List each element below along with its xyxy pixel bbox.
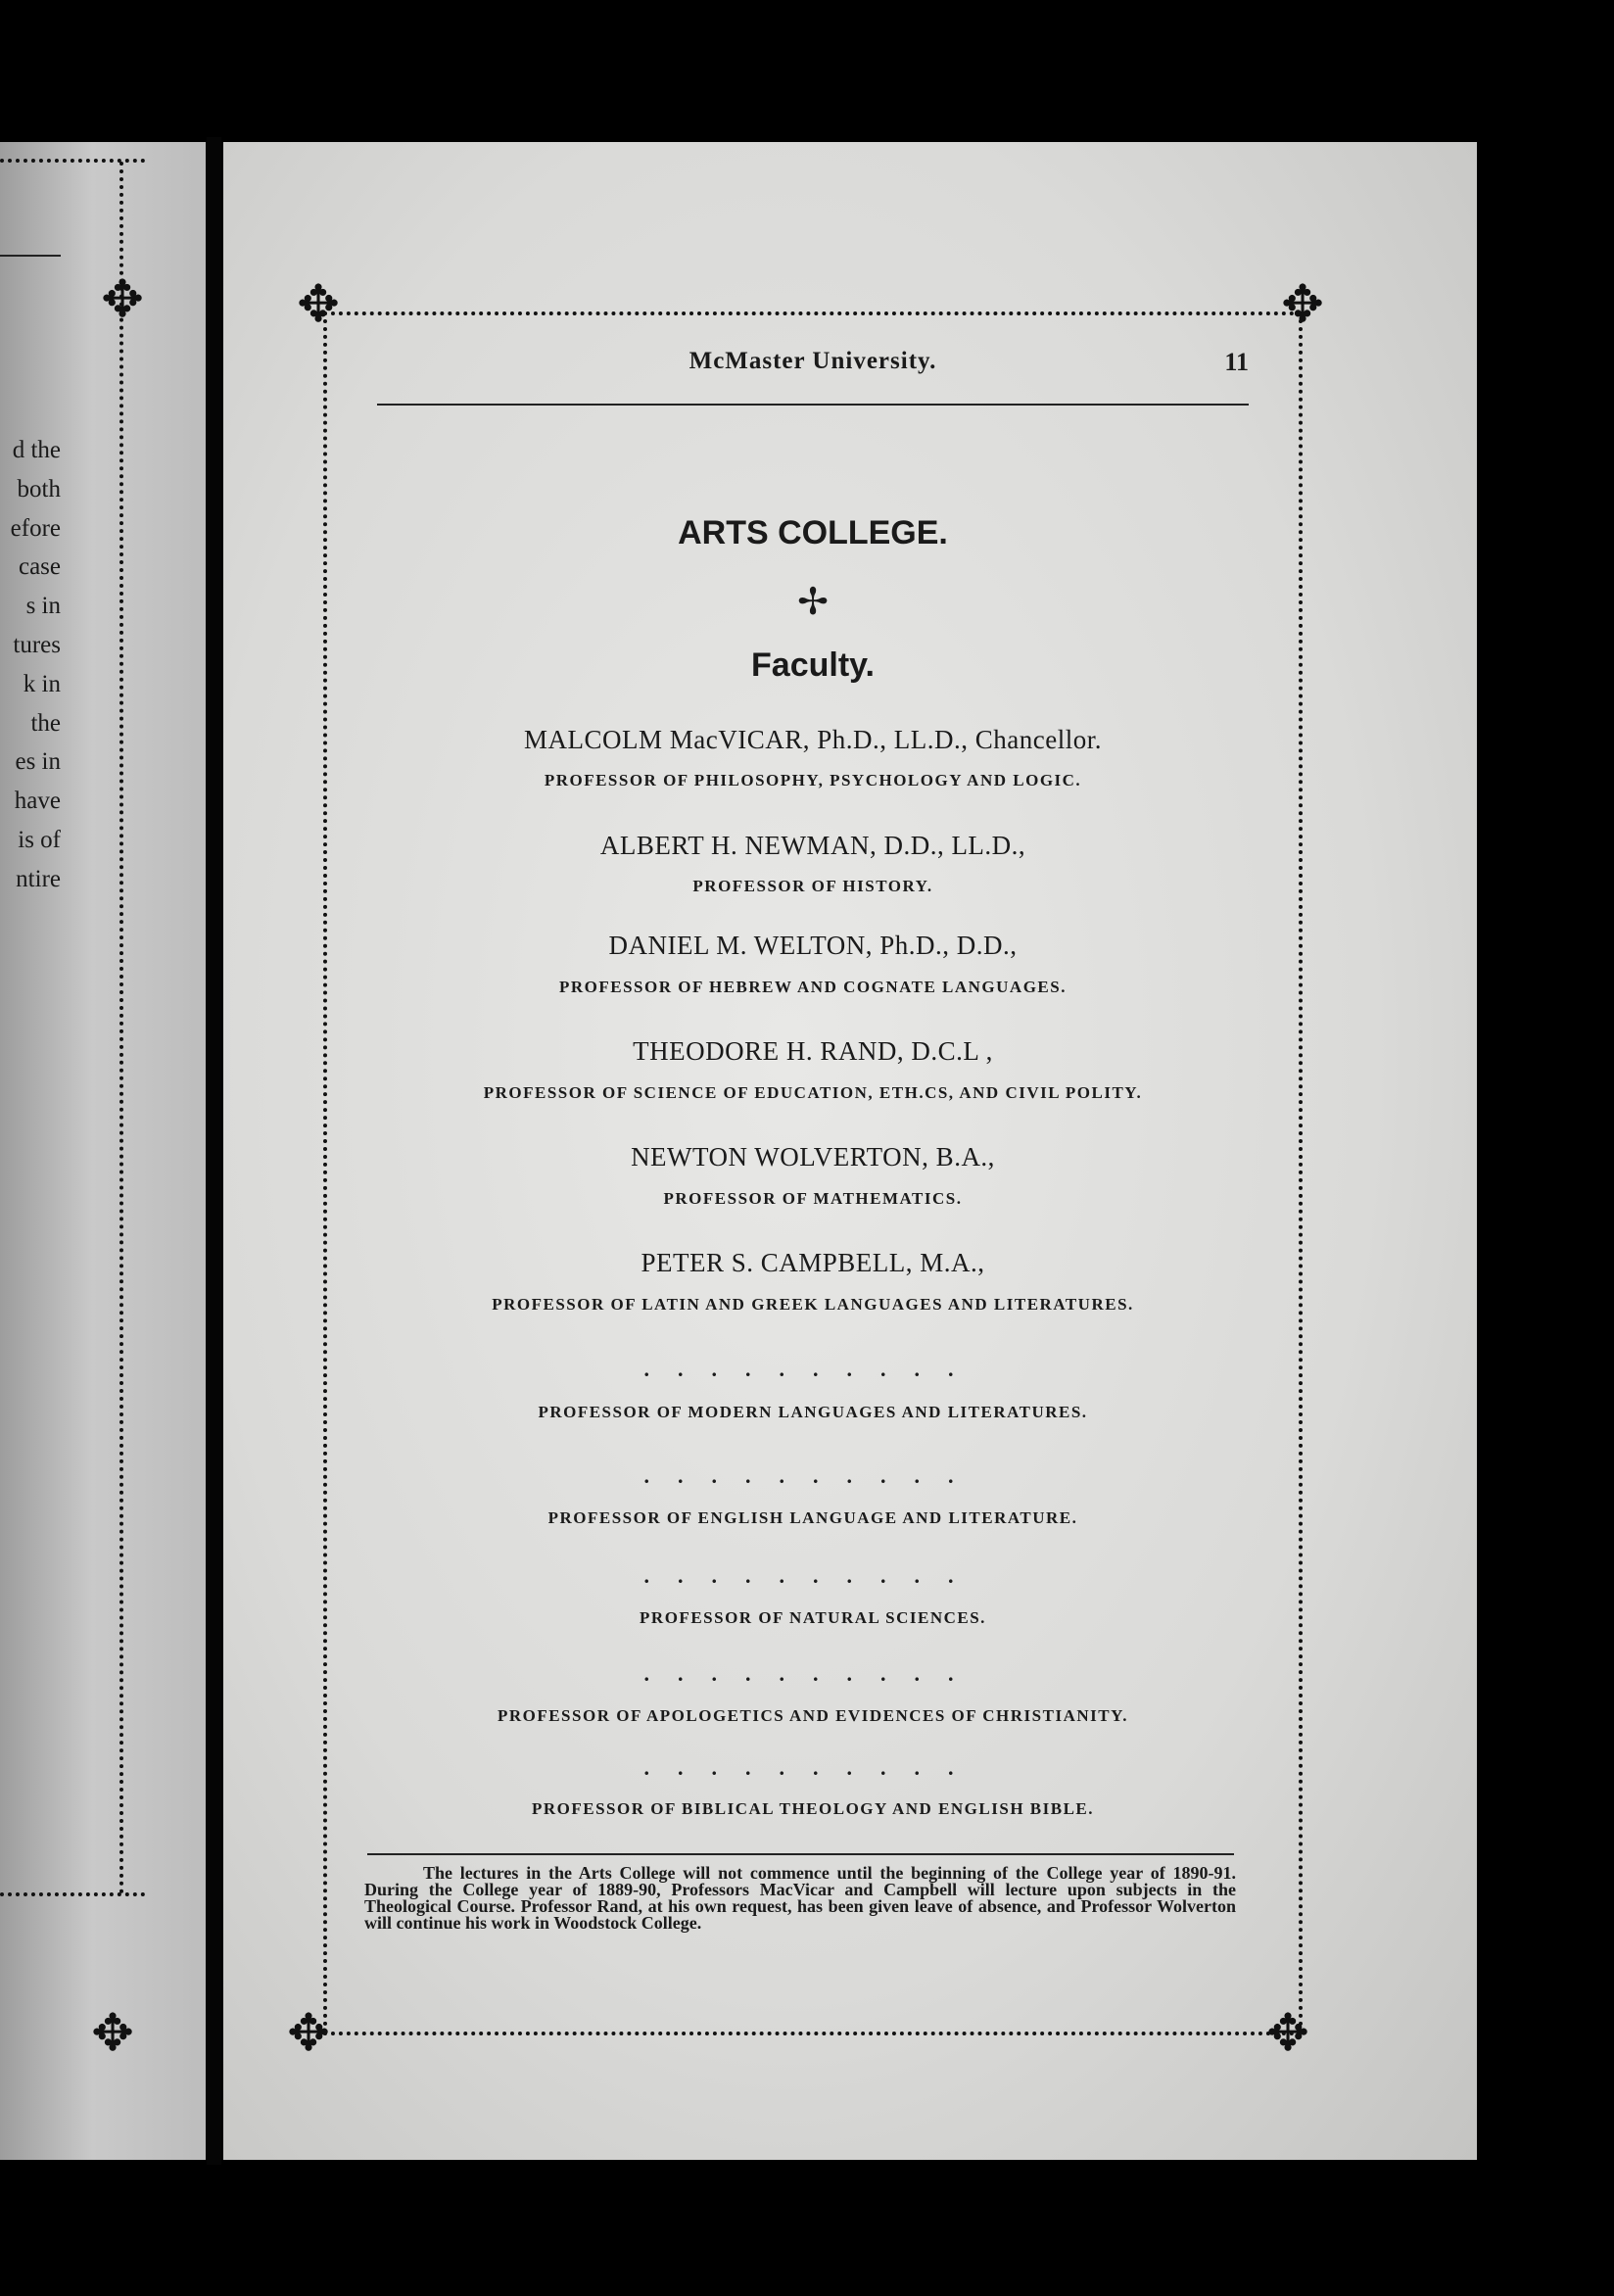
faculty-title: PROFESSOR OF LATIN AND GREEK LANGUAGES AND LITERATURES. <box>492 1295 1134 1314</box>
faculty-title: PROFESSOR OF HEBREW AND COGNATE LANGUAGES. <box>559 978 1067 996</box>
left-page-text-fragments <box>0 431 61 899</box>
faculty-title: PROFESSOR OF SCIENCE OF EDUCATION, ETH.CS, AND CIVIL POLITY. <box>483 1083 1143 1102</box>
vacant-dots: .......... <box>643 1563 982 1588</box>
faculty-name: NEWTON WOLVERTON, B.A., <box>631 1142 995 1172</box>
left-fragment: k in <box>23 670 61 697</box>
running-head <box>377 348 1249 387</box>
left-corner-ornament-icon: ✥ <box>91 2004 134 2063</box>
faculty-name: PETER S. CAMPBELL, M.A., <box>641 1248 985 1277</box>
left-fragment: s in <box>25 593 61 620</box>
corner-ornament-icon: ✥ <box>1281 275 1324 334</box>
left-fragment: is of <box>18 826 61 853</box>
left-page-border-bottom <box>0 1892 145 1906</box>
vacant-dots: .......... <box>643 1357 982 1381</box>
left-fragment: the <box>30 709 61 737</box>
corner-ornament-icon: ✥ <box>297 275 340 334</box>
vacant-dots: .......... <box>643 1661 982 1686</box>
page-number: 11 <box>1224 348 1249 376</box>
header-rule <box>377 404 1249 406</box>
faculty-name: MALCOLM MacVICAR, Ph.D., LL.D., Chancellor. <box>524 725 1102 754</box>
cross-ornament-icon: ✢ <box>797 580 829 623</box>
faculty-name: DANIEL M. WELTON, Ph.D., D.D., <box>608 931 1018 960</box>
left-fragment: case <box>18 553 61 581</box>
footnote: The lectures in the Arts College will not commence until the beginning of the College year of 1890-91. During the College year of 1889-90, Professors MacVicar and Campbell will lecture upon subjects in the Theological Course. Professor Rand, at his own request, has been given leave of absence, and Professor Wolverton will continue his work in Woodstock College. <box>364 1863 1236 1933</box>
faculty-title: PROFESSOR OF HISTORY. <box>692 877 933 895</box>
vacant-chair-title: PROFESSOR OF ENGLISH LANGUAGE AND LITERATURE. <box>547 1508 1078 1527</box>
left-page-border-right <box>119 162 123 1895</box>
faculty-title: PROFESSOR OF MATHEMATICS. <box>663 1189 963 1208</box>
vacant-chair-title: PROFESSOR OF APOLOGETICS AND EVIDENCES OF CHRISTIANITY. <box>497 1706 1129 1725</box>
left-page-rule <box>0 255 61 257</box>
vacant-dots: .......... <box>643 1755 982 1780</box>
left-corner-ornament-icon: ✥ <box>101 270 144 329</box>
vacant-chair-title: PROFESSOR OF BIBLICAL THEOLOGY AND ENGLISH BIBLE. <box>531 1799 1095 1818</box>
left-fragment: have <box>14 788 61 815</box>
vacant-dots: .......... <box>643 1463 982 1488</box>
left-fragment: both <box>17 475 61 502</box>
faculty-name: ALBERT H. NEWMAN, D.D., LL.D., <box>599 831 1026 860</box>
left-fragment: ntire <box>16 865 61 892</box>
corner-ornament-icon: ✥ <box>1266 2004 1309 2063</box>
vacant-chair-title: PROFESSOR OF MODERN LANGUAGES AND LITERATURES. <box>538 1403 1088 1421</box>
book-gutter <box>207 137 221 2165</box>
vacant-chair-title: PROFESSOR OF NATURAL SCIENCES. <box>640 1608 986 1627</box>
left-fragment: tures <box>13 631 61 658</box>
left-fragment: efore <box>10 514 61 542</box>
faculty-heading: Faculty. <box>751 646 875 684</box>
running-head-title: McMaster University. <box>688 348 937 374</box>
faculty-name: THEODORE H. RAND, D.C.L , <box>633 1036 993 1066</box>
college-heading: ARTS COLLEGE. <box>678 514 948 551</box>
left-fragment: es in <box>15 748 61 776</box>
left-fragment: d the <box>12 437 61 463</box>
footnote-rule <box>367 1853 1234 1855</box>
faculty-title: PROFESSOR OF PHILOSOPHY, PSYCHOLOGY AND LOGIC. <box>544 771 1082 789</box>
corner-ornament-icon: ✥ <box>287 2004 330 2063</box>
